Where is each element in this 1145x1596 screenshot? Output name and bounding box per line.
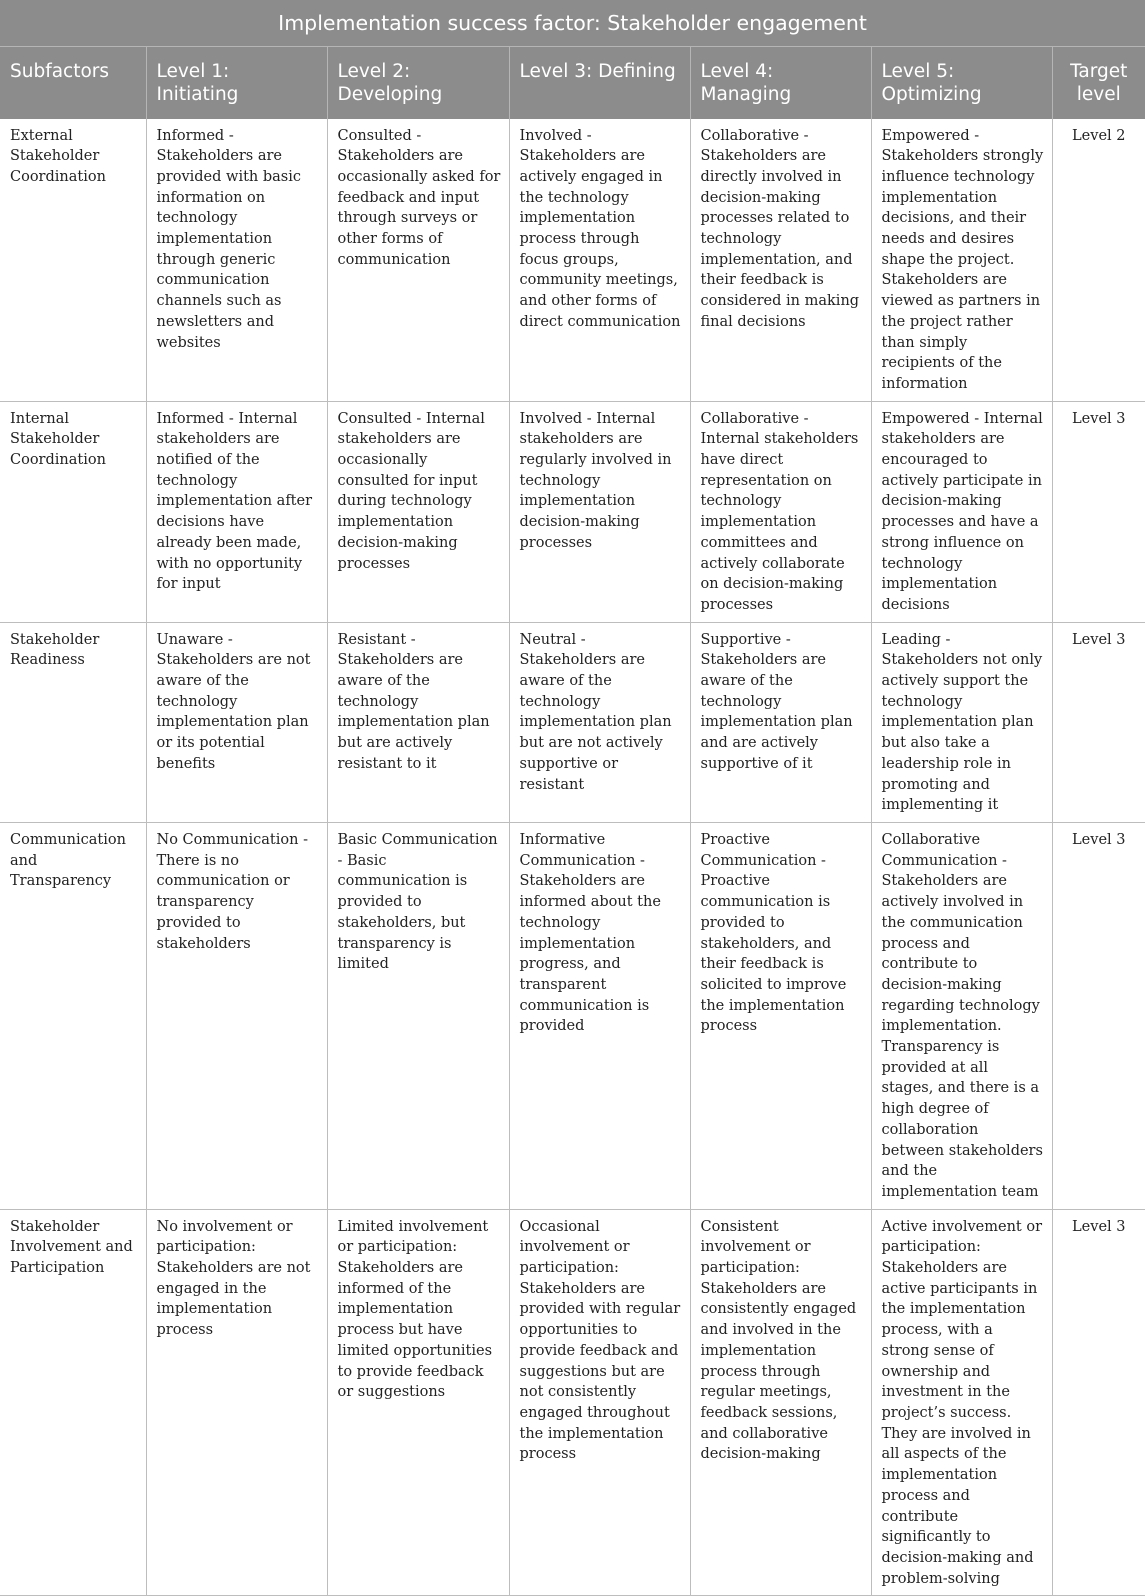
level-5-cell: Leading - Stakeholders not only actively support the technology implementation plan but also take a leadership role in promoting and implementing it [871, 622, 1052, 822]
level-5-cell: Empowered - Internal stakeholders are encouraged to actively participate in decision-making processes and have a strong influence on technology implementation decisions [871, 401, 1052, 622]
level-3-cell: Involved - Stakeholders are actively engaged in the technology implementation process through focus groups, community meetings, and other forms of direct communication [509, 119, 690, 402]
table-row [0, 823, 1145, 1210]
level-1-cell: No involvement or participation: Stakeholders are not engaged in the implementation process [146, 1209, 327, 1596]
target-level-cell: Level 3 [1052, 1209, 1145, 1596]
level-1-cell: Informed - Stakeholders are provided with basic information on technology implementation through generic communication channels such as newsletters and websites [146, 119, 327, 402]
target-level-cell: Level 3 [1052, 823, 1145, 1210]
level-5-cell: Active involvement or participation: Stakeholders are active participants in the implementation process, with a strong sense of ownership and investment in the project’s success. They are involved in all aspects of the implementation process and contribute significantly to decision-making and problem-solving [871, 1209, 1052, 1596]
target-level-cell: Level 3 [1052, 622, 1145, 822]
table-header [0, 0, 1145, 119]
subfactor-cell: External Stakeholder Coordination [0, 119, 146, 402]
level-1-cell: Informed - Internal stakeholders are notified of the technology implementation after decisions have already been made, with no opportunity for input [146, 401, 327, 622]
header-level-1: Level 1: Initiating [146, 47, 327, 119]
level-1-cell: Unaware - Stakeholders are not aware of the technology implementation plan or its potential benefits [146, 622, 327, 822]
header-subfactors: Subfactors [0, 47, 146, 119]
level-2-cell: Basic Communication - Basic communication is provided to stakeholders, but transparency is limited [327, 823, 509, 1210]
header-level-2: Level 2: Developing [327, 47, 509, 119]
table-body [0, 119, 1145, 1596]
subfactor-cell: Communication and Transparency [0, 823, 146, 1210]
table-row [0, 1209, 1145, 1596]
level-4-cell: Collaborative - Stakeholders are directly involved in decision-making processes related to technology implementation, and their feedback is considered in making final decisions [690, 119, 871, 402]
column-header-row [0, 47, 1145, 119]
level-2-cell: Resistant - Stakeholders are aware of the technology implementation plan but are actively resistant to it [327, 622, 509, 822]
table-row [0, 622, 1145, 822]
level-2-cell: Limited involvement or participation: Stakeholders are informed of the implementation process but have limited opportunities to provide feedback or suggestions [327, 1209, 509, 1596]
header-level-4: Level 4: Managing [690, 47, 871, 119]
level-3-cell: Neutral - Stakeholders are aware of the technology implementation plan but are not actively supportive or resistant [509, 622, 690, 822]
level-5-cell: Collaborative Communication - Stakeholders are actively involved in the communication process and contribute to decision-making regarding technology implementation. Transparency is provided at all stages, and there is a high degree of collaboration between stakeholders and the implementation team [871, 823, 1052, 1210]
subfactor-cell: Stakeholder Involvement and Participation [0, 1209, 146, 1596]
header-target-level: Target level [1052, 47, 1145, 119]
target-level-cell: Level 3 [1052, 401, 1145, 622]
level-4-cell: Consistent involvement or participation: Stakeholders are consistently engaged and involved in the implementation process through regular meetings, feedback sessions, and collaborative decision-making [690, 1209, 871, 1596]
subfactor-cell: Stakeholder Readiness [0, 622, 146, 822]
level-4-cell: Proactive Communication - Proactive communication is provided to stakeholders, and their feedback is solicited to improve the implementation process [690, 823, 871, 1210]
level-2-cell: Consulted - Internal stakeholders are occasionally consulted for input during technology implementation decision-making processes [327, 401, 509, 622]
target-level-cell: Level 2 [1052, 119, 1145, 402]
level-4-cell: Supportive - Stakeholders are aware of the technology implementation plan and are actively supportive of it [690, 622, 871, 822]
header-level-5: Level 5: Optimizing [871, 47, 1052, 119]
level-5-cell: Empowered - Stakeholders strongly influence technology implementation decisions, and their needs and desires shape the project. Stakeholders are viewed as partners in the project rather than simply recipients of the information [871, 119, 1052, 402]
level-4-cell: Collaborative - Internal stakeholders have direct representation on technology implementation committees and actively collaborate on decision-making processes [690, 401, 871, 622]
table-row [0, 119, 1145, 402]
level-1-cell: No Communication - There is no communication or transparency provided to stakeholders [146, 823, 327, 1210]
title-row [0, 0, 1145, 47]
level-3-cell: Occasional involvement or participation: Stakeholders are provided with regular opportunities to provide feedback and suggestions but are not consistently engaged throughout the implementation process [509, 1209, 690, 1596]
table-row [0, 401, 1145, 622]
level-3-cell: Involved - Internal stakeholders are regularly involved in technology implementation decision-making processes [509, 401, 690, 622]
subfactor-cell: Internal Stakeholder Coordination [0, 401, 146, 622]
table-title: Implementation success factor: Stakeholder engagement [0, 0, 1145, 47]
level-2-cell: Consulted - Stakeholders are occasionally asked for feedback and input through surveys or other forms of communication [327, 119, 509, 402]
header-level-3: Level 3: Defining [509, 47, 690, 119]
level-3-cell: Informative Communication - Stakeholders are informed about the technology implementation progress, and transparent communication is provided [509, 823, 690, 1210]
